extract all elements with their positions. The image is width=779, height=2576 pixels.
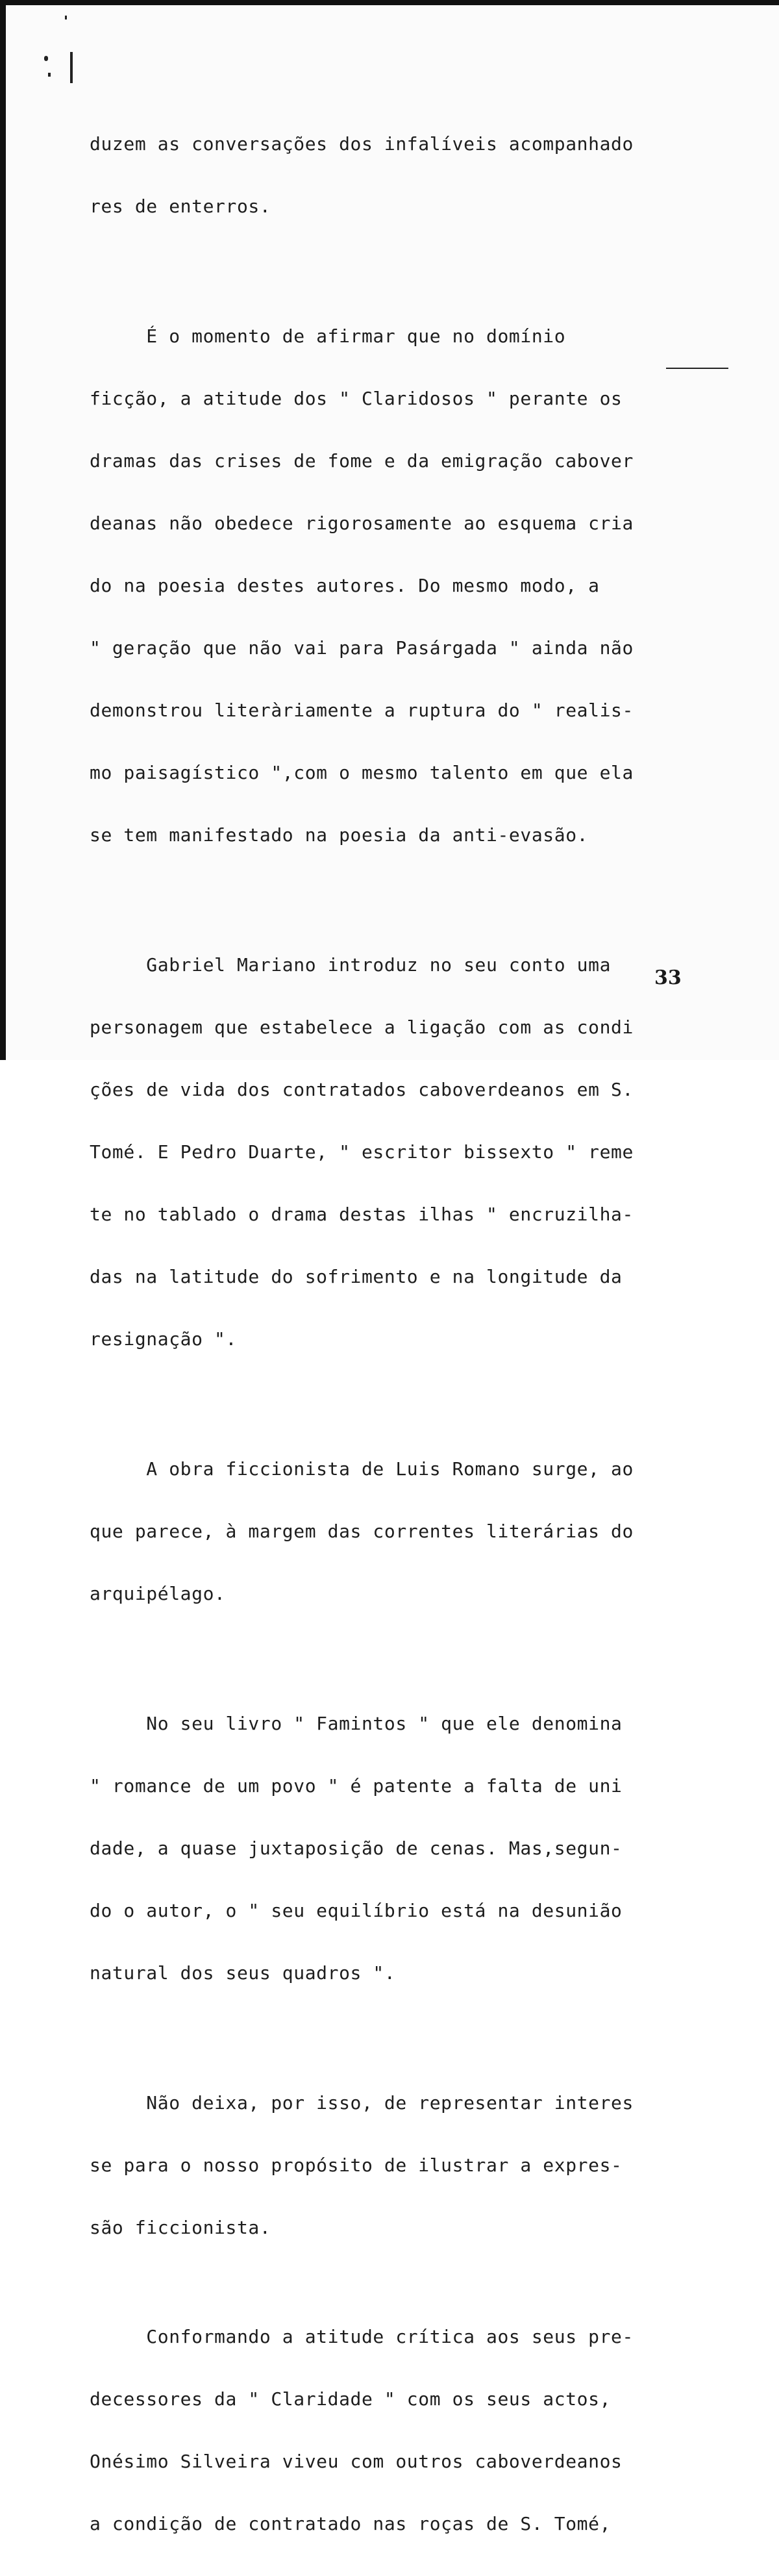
text-line: mo paisagístico ",com o mesmo talento em que ela — [90, 762, 634, 783]
pen-stroke — [666, 368, 728, 369]
paragraph — [90, 284, 713, 887]
text-line: demonstrou literàriamente a ruptura do " realis- — [90, 700, 634, 721]
text-line: res de enterros. — [90, 196, 271, 217]
text-line: " geração que não vai para Pasárgada " ainda não — [90, 637, 634, 659]
paragraph — [90, 92, 713, 259]
text-line: dramas das crises de fome e da emigração cabover — [90, 450, 634, 472]
scan-mark — [48, 73, 51, 77]
text-line: Tomé. E Pedro Duarte, " escritor bissexto " reme — [90, 1141, 634, 1163]
text-line: são ficcionista. — [90, 2217, 271, 2238]
paragraph — [90, 2285, 713, 2576]
text-line: Gabriel Mariano introduz no seu conto uma — [90, 954, 612, 976]
text-line: se para o nosso propósito de ilustrar a expres- — [90, 2154, 623, 2176]
text-line: Não deixa, por isso, de representar interes — [90, 2092, 634, 2114]
paragraph — [90, 1672, 713, 2025]
text-line: arquipélago. — [90, 1583, 226, 1604]
text-line: te no tablado o drama destas ilhas " encruzilha- — [90, 1204, 634, 1225]
paragraph — [90, 913, 713, 1391]
text-line: decessores da " Claridade " com os seus actos, — [90, 2388, 612, 2410]
scan-mark — [65, 16, 67, 19]
text-line: se tem manifestado na poesia da anti-evasão. — [90, 824, 589, 846]
text-line: das na latitude do sofrimento e na longitude da — [90, 1266, 623, 1287]
text-line: ficção, a atitude dos " Claridosos " perante os — [90, 388, 623, 409]
scan-mark — [44, 56, 48, 61]
text-line: deanas não obedece rigorosamente ao esquema cria — [90, 512, 634, 534]
text-line: resignação ". — [90, 1328, 237, 1350]
paragraph — [90, 1417, 713, 1646]
text-line: duzem as conversações dos infalíveis acompanhado — [90, 133, 634, 155]
text-line: natural dos seus quadros ". — [90, 1962, 396, 1984]
text-line: que parece, à margem das correntes literárias do — [90, 1521, 634, 1542]
text-line: Onésimo Silveira viveu com outros caboverdeanos — [90, 2451, 623, 2472]
text-line: do na poesia destes autores. Do mesmo modo, a — [90, 575, 600, 596]
scan-border-top — [0, 0, 779, 5]
scan-mark — [70, 52, 73, 83]
text-line: a condição de contratado nas roças de S. Tomé, — [90, 2513, 612, 2534]
text-line: ções de vida dos contratados caboverdeanos em S. — [90, 1079, 634, 1100]
scan-border-left — [0, 0, 6, 1060]
paragraph — [90, 2051, 713, 2280]
text-line: personagem que estabelece a ligação com as condi — [90, 1017, 634, 1038]
text-line: dade, a quase juxtaposição de cenas. Mas,segun- — [90, 1837, 623, 1859]
body-text — [90, 92, 713, 2576]
text-line: É o momento de afirmar que no domínio — [90, 325, 566, 347]
text-line: Conformando a atitude crítica aos seus pre- — [90, 2326, 634, 2347]
text-line: A obra ficcionista de Luis Romano surge, ao — [90, 1458, 634, 1480]
text-line: " romance de um povo " é patente a falta de uni — [90, 1775, 623, 1797]
text-line: No seu livro " Famintos " que ele denomina — [90, 1713, 623, 1734]
page-number: 33 — [654, 966, 682, 989]
text-line: do o autor, o " seu equilíbrio está na desunião — [90, 1900, 623, 1921]
